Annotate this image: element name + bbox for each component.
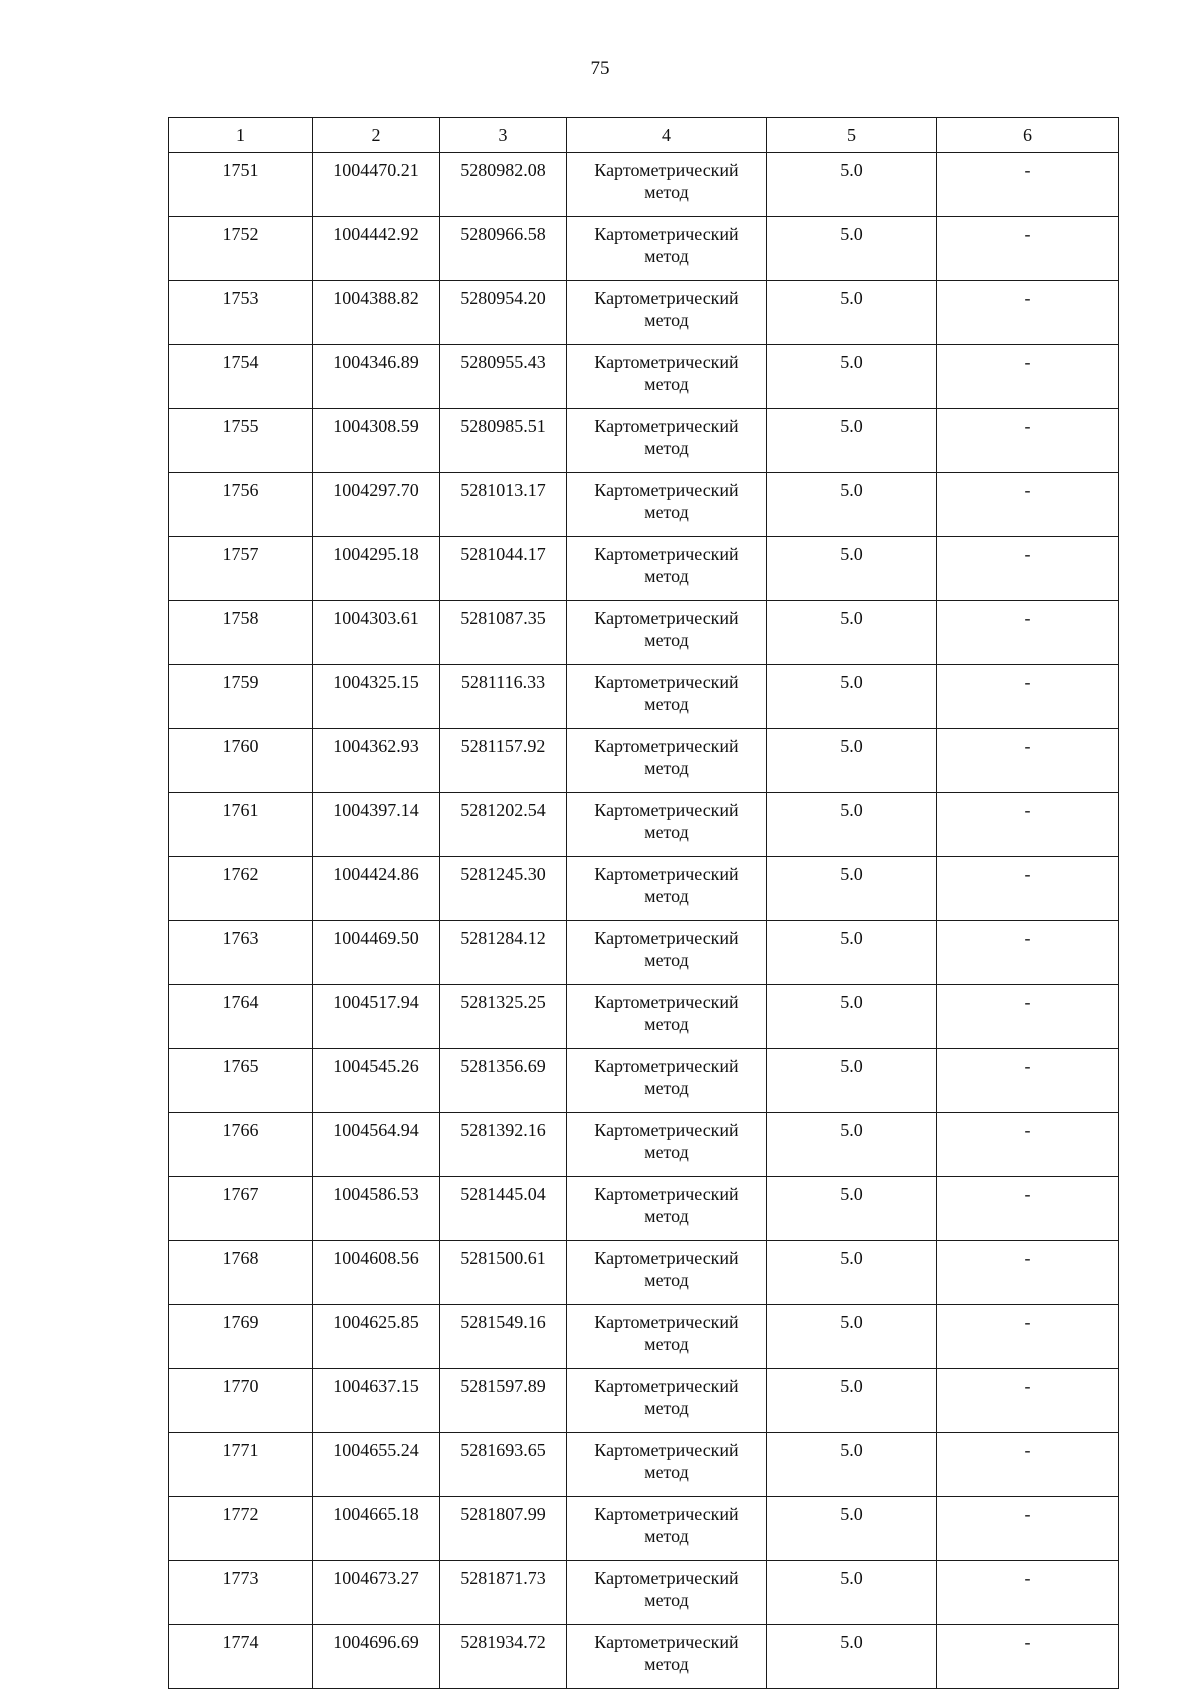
header-cell-2: 2 (313, 118, 440, 153)
table-header (169, 118, 1119, 153)
description-cell: - (937, 1241, 1119, 1305)
point-number-cell: 1771 (169, 1433, 313, 1497)
description-cell: - (937, 1177, 1119, 1241)
method-line-2: метод (644, 182, 689, 202)
method-cell (567, 1625, 767, 1689)
description-cell: - (937, 1625, 1119, 1689)
table-row (169, 1305, 1119, 1369)
x-coordinate-cell: 1004655.24 (313, 1433, 440, 1497)
method-cell (567, 921, 767, 985)
description-cell: - (937, 153, 1119, 217)
method-line-2: метод (644, 374, 689, 394)
accuracy-cell: 5.0 (767, 281, 937, 345)
description-cell: - (937, 665, 1119, 729)
description-cell: - (937, 729, 1119, 793)
description-cell: - (937, 985, 1119, 1049)
x-coordinate-cell: 1004424.86 (313, 857, 440, 921)
accuracy-cell: 5.0 (767, 601, 937, 665)
table-row (169, 1369, 1119, 1433)
method-line-1: Картометрический (594, 480, 739, 500)
point-number-cell: 1764 (169, 985, 313, 1049)
method-cell (567, 985, 767, 1049)
method-cell (567, 1049, 767, 1113)
accuracy-cell: 5.0 (767, 1561, 937, 1625)
x-coordinate-cell: 1004586.53 (313, 1177, 440, 1241)
header-cell-3: 3 (440, 118, 567, 153)
method-line-1: Картометрический (594, 864, 739, 884)
table-row (169, 793, 1119, 857)
method-line-1: Картометрический (594, 288, 739, 308)
header-cell-5: 5 (767, 118, 937, 153)
method-line-1: Картометрический (594, 1248, 739, 1268)
method-line-1: Картометрический (594, 1184, 739, 1204)
method-line-1: Картометрический (594, 672, 739, 692)
accuracy-cell: 5.0 (767, 921, 937, 985)
y-coordinate-cell: 5281549.16 (440, 1305, 567, 1369)
description-cell: - (937, 537, 1119, 601)
description-cell: - (937, 1497, 1119, 1561)
x-coordinate-cell: 1004517.94 (313, 985, 440, 1049)
point-number-cell: 1756 (169, 473, 313, 537)
method-line-2: метод (644, 886, 689, 906)
description-cell: - (937, 793, 1119, 857)
method-line-2: метод (644, 1398, 689, 1418)
point-number-cell: 1770 (169, 1369, 313, 1433)
table-row (169, 729, 1119, 793)
table-row (169, 473, 1119, 537)
point-number-cell: 1760 (169, 729, 313, 793)
method-cell (567, 665, 767, 729)
method-line-1: Картометрический (594, 352, 739, 372)
header-cell-1: 1 (169, 118, 313, 153)
method-cell (567, 537, 767, 601)
point-number-cell: 1751 (169, 153, 313, 217)
table-row (169, 665, 1119, 729)
description-cell: - (937, 1113, 1119, 1177)
method-line-2: метод (644, 1654, 689, 1674)
method-line-2: метод (644, 950, 689, 970)
method-line-1: Картометрический (594, 160, 739, 180)
method-line-1: Картометрический (594, 1632, 739, 1652)
method-cell (567, 1241, 767, 1305)
coordinates-table (168, 117, 1119, 1689)
method-line-1: Картометрический (594, 608, 739, 628)
description-cell: - (937, 473, 1119, 537)
method-cell (567, 857, 767, 921)
accuracy-cell: 5.0 (767, 409, 937, 473)
method-cell (567, 1113, 767, 1177)
y-coordinate-cell: 5281202.54 (440, 793, 567, 857)
x-coordinate-cell: 1004665.18 (313, 1497, 440, 1561)
method-line-2: метод (644, 246, 689, 266)
y-coordinate-cell: 5280966.58 (440, 217, 567, 281)
y-coordinate-cell: 5281013.17 (440, 473, 567, 537)
method-cell (567, 601, 767, 665)
description-cell: - (937, 1305, 1119, 1369)
description-cell: - (937, 409, 1119, 473)
table-body (169, 153, 1119, 1689)
table-row (169, 921, 1119, 985)
accuracy-cell: 5.0 (767, 729, 937, 793)
method-line-2: метод (644, 502, 689, 522)
x-coordinate-cell: 1004397.14 (313, 793, 440, 857)
x-coordinate-cell: 1004346.89 (313, 345, 440, 409)
method-line-2: метод (644, 1206, 689, 1226)
description-cell: - (937, 601, 1119, 665)
table-row (169, 857, 1119, 921)
accuracy-cell: 5.0 (767, 1369, 937, 1433)
method-cell (567, 345, 767, 409)
x-coordinate-cell: 1004295.18 (313, 537, 440, 601)
point-number-cell: 1758 (169, 601, 313, 665)
table-row (169, 1113, 1119, 1177)
y-coordinate-cell: 5281325.25 (440, 985, 567, 1049)
method-line-1: Картометрический (594, 992, 739, 1012)
x-coordinate-cell: 1004470.21 (313, 153, 440, 217)
description-cell: - (937, 857, 1119, 921)
header-cell-4: 4 (567, 118, 767, 153)
point-number-cell: 1774 (169, 1625, 313, 1689)
method-line-2: метод (644, 758, 689, 778)
x-coordinate-cell: 1004362.93 (313, 729, 440, 793)
y-coordinate-cell: 5280982.08 (440, 153, 567, 217)
accuracy-cell: 5.0 (767, 345, 937, 409)
table-row (169, 1049, 1119, 1113)
y-coordinate-cell: 5281500.61 (440, 1241, 567, 1305)
y-coordinate-cell: 5281807.99 (440, 1497, 567, 1561)
point-number-cell: 1765 (169, 1049, 313, 1113)
method-line-1: Картометрический (594, 544, 739, 564)
method-line-1: Картометрический (594, 1120, 739, 1140)
method-cell (567, 409, 767, 473)
method-cell (567, 1497, 767, 1561)
table-row (169, 1497, 1119, 1561)
point-number-cell: 1753 (169, 281, 313, 345)
method-cell (567, 1433, 767, 1497)
y-coordinate-cell: 5281871.73 (440, 1561, 567, 1625)
method-line-2: метод (644, 630, 689, 650)
method-line-2: метод (644, 1078, 689, 1098)
accuracy-cell: 5.0 (767, 1625, 937, 1689)
x-coordinate-cell: 1004388.82 (313, 281, 440, 345)
method-cell (567, 473, 767, 537)
accuracy-cell: 5.0 (767, 473, 937, 537)
point-number-cell: 1768 (169, 1241, 313, 1305)
method-line-1: Картометрический (594, 1312, 739, 1332)
method-line-2: метод (644, 438, 689, 458)
point-number-cell: 1773 (169, 1561, 313, 1625)
description-cell: - (937, 1049, 1119, 1113)
accuracy-cell: 5.0 (767, 217, 937, 281)
accuracy-cell: 5.0 (767, 1177, 937, 1241)
point-number-cell: 1761 (169, 793, 313, 857)
method-cell (567, 153, 767, 217)
point-number-cell: 1752 (169, 217, 313, 281)
method-line-2: метод (644, 694, 689, 714)
x-coordinate-cell: 1004673.27 (313, 1561, 440, 1625)
description-cell: - (937, 345, 1119, 409)
table-row (169, 1433, 1119, 1497)
method-cell (567, 1305, 767, 1369)
accuracy-cell: 5.0 (767, 857, 937, 921)
point-number-cell: 1759 (169, 665, 313, 729)
method-line-2: метод (644, 310, 689, 330)
point-number-cell: 1762 (169, 857, 313, 921)
accuracy-cell: 5.0 (767, 1241, 937, 1305)
y-coordinate-cell: 5281392.16 (440, 1113, 567, 1177)
table-row (169, 345, 1119, 409)
accuracy-cell: 5.0 (767, 153, 937, 217)
y-coordinate-cell: 5281934.72 (440, 1625, 567, 1689)
method-line-1: Картометрический (594, 800, 739, 820)
y-coordinate-cell: 5281597.89 (440, 1369, 567, 1433)
description-cell: - (937, 1433, 1119, 1497)
table-row (169, 1241, 1119, 1305)
table-row (169, 1177, 1119, 1241)
x-coordinate-cell: 1004308.59 (313, 409, 440, 473)
y-coordinate-cell: 5280985.51 (440, 409, 567, 473)
x-coordinate-cell: 1004297.70 (313, 473, 440, 537)
method-cell (567, 1177, 767, 1241)
description-cell: - (937, 921, 1119, 985)
method-line-1: Картометрический (594, 928, 739, 948)
method-cell (567, 1561, 767, 1625)
accuracy-cell: 5.0 (767, 665, 937, 729)
method-line-1: Картометрический (594, 1568, 739, 1588)
method-cell (567, 793, 767, 857)
y-coordinate-cell: 5281356.69 (440, 1049, 567, 1113)
method-cell (567, 281, 767, 345)
header-cell-6: 6 (937, 118, 1119, 153)
method-cell (567, 729, 767, 793)
table-row (169, 1625, 1119, 1689)
x-coordinate-cell: 1004442.92 (313, 217, 440, 281)
y-coordinate-cell: 5280954.20 (440, 281, 567, 345)
accuracy-cell: 5.0 (767, 1497, 937, 1561)
point-number-cell: 1763 (169, 921, 313, 985)
method-line-2: метод (644, 1334, 689, 1354)
page-number: 75 (590, 58, 610, 79)
description-cell: - (937, 1369, 1119, 1433)
method-line-2: метод (644, 1014, 689, 1034)
method-line-1: Картометрический (594, 224, 739, 244)
table-row (169, 985, 1119, 1049)
y-coordinate-cell: 5281284.12 (440, 921, 567, 985)
x-coordinate-cell: 1004564.94 (313, 1113, 440, 1177)
table-row (169, 409, 1119, 473)
x-coordinate-cell: 1004325.15 (313, 665, 440, 729)
header-row (169, 118, 1119, 153)
method-line-2: метод (644, 1590, 689, 1610)
method-line-1: Картометрический (594, 1056, 739, 1076)
point-number-cell: 1755 (169, 409, 313, 473)
x-coordinate-cell: 1004637.15 (313, 1369, 440, 1433)
x-coordinate-cell: 1004545.26 (313, 1049, 440, 1113)
table-row (169, 1561, 1119, 1625)
method-line-1: Картометрический (594, 1440, 739, 1460)
method-line-1: Картометрический (594, 416, 739, 436)
method-line-2: метод (644, 1142, 689, 1162)
y-coordinate-cell: 5281087.35 (440, 601, 567, 665)
point-number-cell: 1766 (169, 1113, 313, 1177)
description-cell: - (937, 281, 1119, 345)
x-coordinate-cell: 1004469.50 (313, 921, 440, 985)
table-row (169, 217, 1119, 281)
method-line-1: Картометрический (594, 1376, 739, 1396)
method-line-2: метод (644, 1462, 689, 1482)
accuracy-cell: 5.0 (767, 537, 937, 601)
x-coordinate-cell: 1004608.56 (313, 1241, 440, 1305)
point-number-cell: 1769 (169, 1305, 313, 1369)
y-coordinate-cell: 5280955.43 (440, 345, 567, 409)
description-cell: - (937, 217, 1119, 281)
method-line-1: Картометрический (594, 736, 739, 756)
y-coordinate-cell: 5281157.92 (440, 729, 567, 793)
accuracy-cell: 5.0 (767, 1433, 937, 1497)
accuracy-cell: 5.0 (767, 985, 937, 1049)
point-number-cell: 1757 (169, 537, 313, 601)
x-coordinate-cell: 1004303.61 (313, 601, 440, 665)
x-coordinate-cell: 1004696.69 (313, 1625, 440, 1689)
point-number-cell: 1754 (169, 345, 313, 409)
y-coordinate-cell: 5281245.30 (440, 857, 567, 921)
description-cell: - (937, 1561, 1119, 1625)
accuracy-cell: 5.0 (767, 1305, 937, 1369)
table-row (169, 537, 1119, 601)
table-row (169, 281, 1119, 345)
table-row (169, 153, 1119, 217)
accuracy-cell: 5.0 (767, 1049, 937, 1113)
x-coordinate-cell: 1004625.85 (313, 1305, 440, 1369)
point-number-cell: 1767 (169, 1177, 313, 1241)
method-cell (567, 1369, 767, 1433)
y-coordinate-cell: 5281116.33 (440, 665, 567, 729)
method-line-2: метод (644, 1270, 689, 1290)
method-line-2: метод (644, 566, 689, 586)
table-row (169, 601, 1119, 665)
y-coordinate-cell: 5281044.17 (440, 537, 567, 601)
point-number-cell: 1772 (169, 1497, 313, 1561)
method-line-2: метод (644, 1526, 689, 1546)
y-coordinate-cell: 5281693.65 (440, 1433, 567, 1497)
method-cell (567, 217, 767, 281)
accuracy-cell: 5.0 (767, 793, 937, 857)
method-line-1: Картометрический (594, 1504, 739, 1524)
y-coordinate-cell: 5281445.04 (440, 1177, 567, 1241)
accuracy-cell: 5.0 (767, 1113, 937, 1177)
method-line-2: метод (644, 822, 689, 842)
